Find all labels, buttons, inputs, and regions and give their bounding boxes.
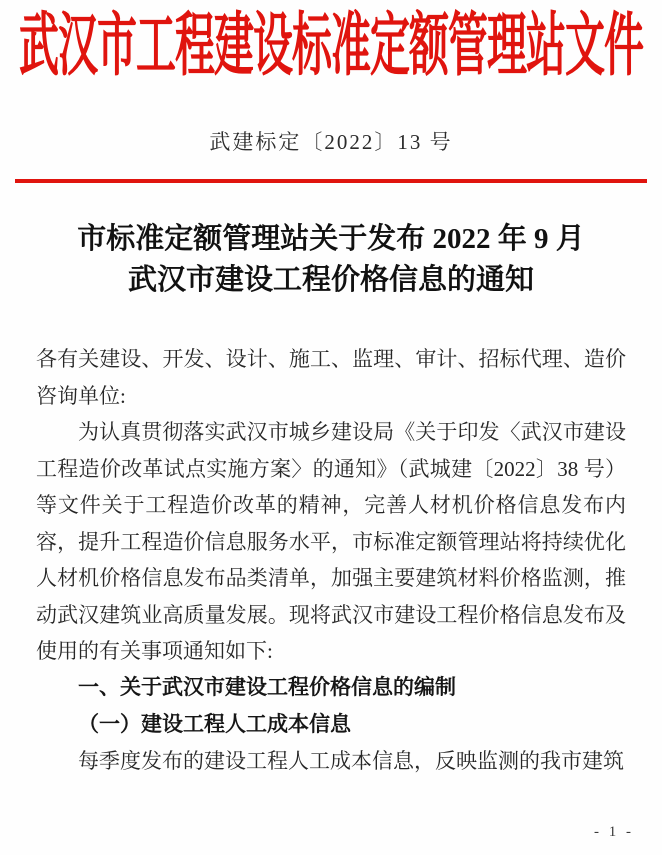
page-number: - 1 - — [594, 824, 634, 840]
document-body — [36, 341, 626, 779]
subsection-heading-1: （一）建设工程人工成本信息 — [78, 712, 351, 736]
notice-title-line1: 市标准定额管理站关于发布 2022 年 9 月 — [77, 223, 585, 255]
red-divider-line — [15, 179, 647, 183]
notice-title — [0, 219, 662, 301]
body-paragraph-1: 为认真贯彻落实武汉市城乡建设局《关于印发〈武汉市建设工程造价改革试点实施方案〉的通知》（武城建〔2022〕38 号）等文件关于工程造价改革的精神，完善人材机价格信息发布内容，提升工程造价信息服务水平，市标准定额管理站将持续优化人材机价格信息发布品类清单，加强主要建筑材料价格监测，推动武汉建筑业高质量发展。现将武汉市建设工程价格信息发布及使用的有关事项通知如下: — [36, 420, 626, 663]
salutation: 各有关建设、开发、设计、施工、监理、审计、招标代理、造价咨询单位: — [36, 347, 626, 408]
document-number: 武建标定〔2022〕13 号 — [209, 130, 453, 154]
notice-title-line2: 武汉市建设工程价格信息的通知 — [127, 264, 534, 296]
letterhead-banner — [0, 8, 662, 84]
letterhead-title: 武汉市工程建设标准定额管理站文件 — [19, 6, 643, 84]
section-heading-1: 一、关于武汉市建设工程价格信息的编制 — [78, 675, 456, 699]
body-paragraph-2: 每季度发布的建设工程人工成本信息，反映监测的我市建筑 — [78, 748, 624, 773]
